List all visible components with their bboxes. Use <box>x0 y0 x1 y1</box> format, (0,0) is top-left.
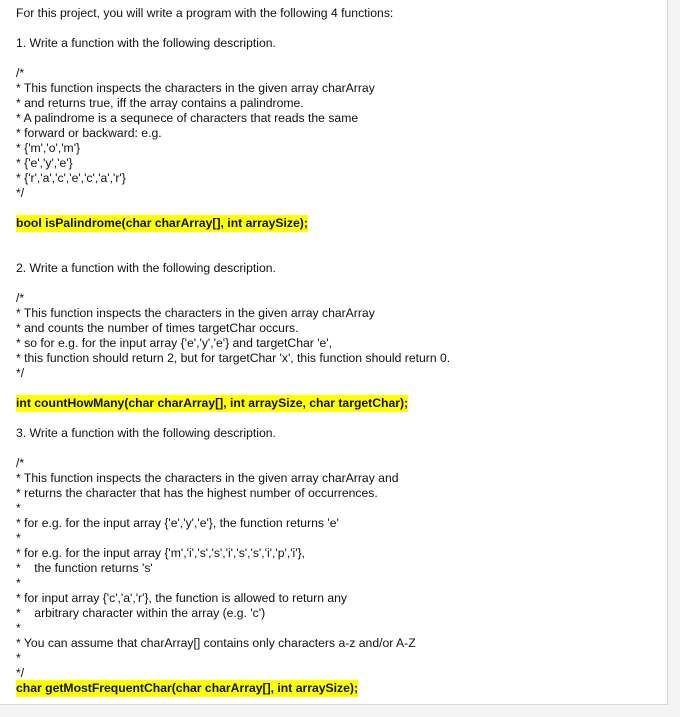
line-text: /* <box>16 66 25 80</box>
line-text: */ <box>16 366 25 380</box>
text-line <box>16 561 450 576</box>
line-text: * {'r','a','c','e','c','a','r'} <box>16 171 126 185</box>
text-line <box>16 606 450 621</box>
line-text: */ <box>16 666 25 680</box>
text-line <box>16 576 450 591</box>
text-line <box>16 336 450 351</box>
line-text: * for input array {'c','a','r'}, the function is allowed to return any <box>16 591 348 605</box>
text-line <box>16 96 450 111</box>
blank-line <box>16 231 450 246</box>
line-text: * <box>16 576 21 590</box>
line-text: * You can assume that charArray[] contains only characters a-z and/or A-Z <box>16 636 416 650</box>
line-text: * and returns true, iff the array contains a palindrome. <box>16 96 304 110</box>
blank-line <box>16 411 450 426</box>
line-text: * <box>16 531 21 545</box>
line-text: * arbitrary character within the array (e.g. 'c') <box>16 606 266 620</box>
text-line <box>16 666 450 681</box>
text-line <box>16 171 450 186</box>
line-text: * {'e','y','e'} <box>16 156 73 170</box>
text-line <box>16 306 450 321</box>
line-text: /* <box>16 291 25 305</box>
blank-line <box>16 21 450 36</box>
function-signature <box>16 396 450 411</box>
line-text: /* <box>16 456 25 470</box>
text-line <box>16 111 450 126</box>
text-line <box>16 456 450 471</box>
line-text: * This function inspects the characters in the given array charArray <box>16 306 375 320</box>
text-line <box>16 66 450 81</box>
text-line <box>16 591 450 606</box>
line-text: */ <box>16 186 25 200</box>
line-text: * and counts the number of times targetChar occurs. <box>16 321 299 335</box>
function-signature <box>16 681 450 696</box>
line-text: * this function should return 2, but for targetChar 'x', this function should return 0. <box>16 351 451 365</box>
text-line <box>16 36 450 51</box>
blank-line <box>16 51 450 66</box>
text-line <box>16 81 450 96</box>
text-line <box>16 636 450 651</box>
line-text: * This function inspects the characters in the given array charArray <box>16 81 375 95</box>
text-line <box>16 531 450 546</box>
line-text: * {'m','o','m'} <box>16 141 81 155</box>
text-line <box>16 516 450 531</box>
line-text: * so for e.g. for the input array {'e','y','e'} and targetChar 'e', <box>16 336 333 350</box>
blank-line <box>16 201 450 216</box>
blank-line <box>16 441 450 456</box>
blank-line <box>16 276 450 291</box>
text-line <box>16 486 450 501</box>
line-text: 2. Write a function with the following description. <box>16 261 276 275</box>
line-text: * <box>16 621 21 635</box>
text-line <box>16 186 450 201</box>
text-line <box>16 321 450 336</box>
signature-text: bool isPalindrome(char charArray[], int arraySize); <box>16 216 308 230</box>
text-line <box>16 141 450 156</box>
line-text: * for e.g. for the input array {'m','i','s','s','i','s','s','i','p','i'}, <box>16 546 306 560</box>
text-line <box>16 351 450 366</box>
assignment-text <box>16 6 450 696</box>
text-line <box>16 621 450 636</box>
line-text: * <box>16 501 21 515</box>
text-line <box>16 546 450 561</box>
line-text: * <box>16 651 21 665</box>
text-line <box>16 6 450 21</box>
line-text: 1. Write a function with the following description. <box>16 36 276 50</box>
text-line <box>16 471 450 486</box>
line-text: 3. Write a function with the following description. <box>16 426 276 440</box>
signature-text: char getMostFrequentChar(char charArray[], int arraySize); <box>16 681 359 695</box>
text-line <box>16 126 450 141</box>
line-text: * forward or backward: e.g. <box>16 126 162 140</box>
text-line <box>16 426 450 441</box>
blank-line <box>16 246 450 261</box>
text-line <box>16 261 450 276</box>
text-line <box>16 366 450 381</box>
line-text: * This function inspects the characters in the given array charArray and <box>16 471 399 485</box>
line-text: * for e.g. for the input array {'e','y','e'}, the function returns 'e' <box>16 516 339 530</box>
signature-text: int countHowMany(char charArray[], int arraySize, char targetChar); <box>16 396 409 410</box>
text-line <box>16 156 450 171</box>
text-line <box>16 291 450 306</box>
line-text: For this project, you will write a program with the following 4 functions: <box>16 6 394 20</box>
line-text: * A palindrome is a sequnece of characters that reads the same <box>16 111 359 125</box>
line-text: * the function returns 's' <box>16 561 153 575</box>
line-text: * returns the character that has the highest number of occurrences. <box>16 486 378 500</box>
blank-line <box>16 381 450 396</box>
text-line <box>16 651 450 666</box>
text-line <box>16 501 450 516</box>
function-signature <box>16 216 450 231</box>
